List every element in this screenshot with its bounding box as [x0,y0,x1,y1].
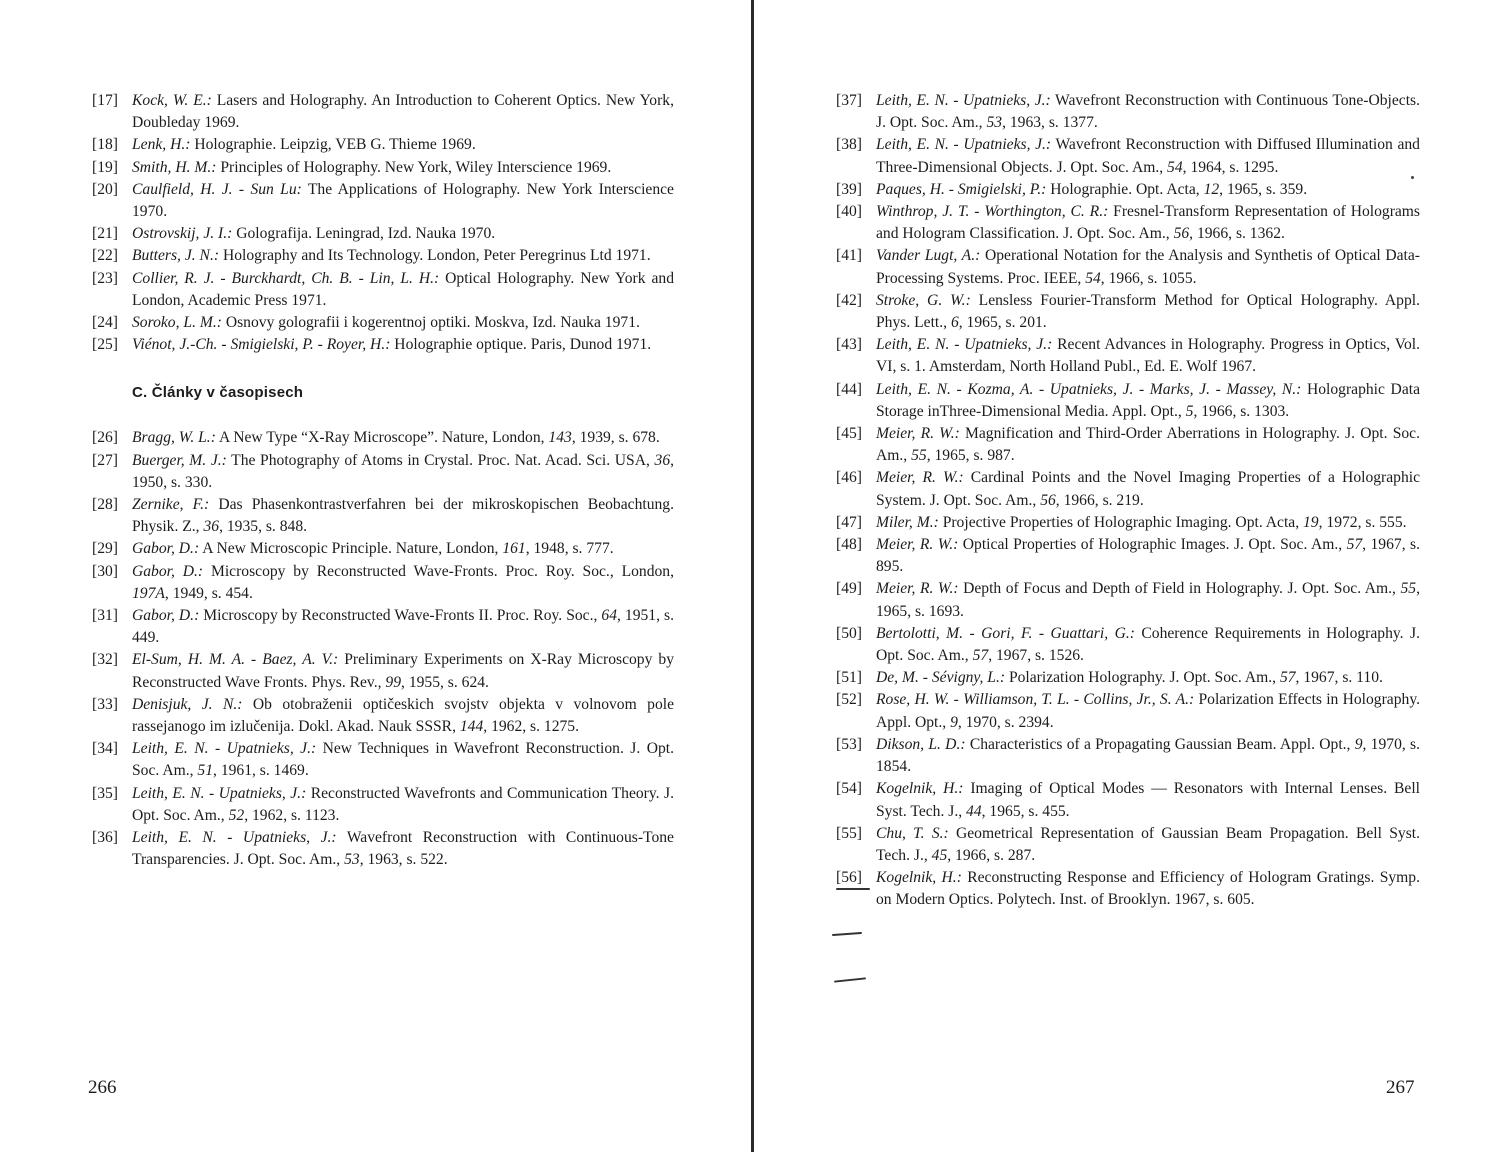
reference-volume: 53 [986,114,1003,132]
reference-authors: Winthrop, J. T. - Worthington, C. R.: [876,203,1109,221]
reference-title: Lensless Fourier-Transform Method for Optical Holography. Appl. Phys. Lett., [876,291,1420,332]
reference-authors: Kogelnik, H.: [876,780,964,798]
reference-text [876,778,1420,822]
reference-title: Polarization Holography. J. Opt. Soc. Am., [1005,669,1280,687]
reference-title: A New Type “X-Ray Microscope”. Nature, London, [215,429,549,447]
reference-title: Principles of Holography. New York, Wiley Interscience 1969. [216,158,612,176]
reference-volume: 51 [197,762,214,780]
reference-entry [836,512,1420,534]
reference-authors: Chu, T. S.: [876,824,949,842]
reference-text [876,90,1420,134]
reference-text [876,689,1420,733]
reference-title: Geometrical Representation of Gaussian Beam Propagation. Bell Syst. Tech. J., [876,824,1420,864]
reference-volume: 19 [1303,513,1319,531]
reference-number: [49] [836,580,862,598]
reference-pages: , 1955, s. 624. [401,673,489,691]
reference-authors: Butters, J. N.: [132,247,220,265]
reference-volume: 45 [931,846,948,864]
pencil-mark [834,977,866,982]
reference-number: [45] [836,425,862,443]
reference-title: Recent Advances in Holography. Progress in Optics, Vol. VI, s. 1. Amsterdam, North Holland Publ., Ed. E. Wolf 1967. [876,336,1420,376]
reference-authors: Bertolotti, M. - Gori, F. - Guattari, G.: [876,624,1135,642]
reference-authors: Kogelnik, H.: [876,869,962,887]
reference-number: [55] [836,824,862,842]
reference-text [132,245,674,267]
reference-entry [836,467,1420,511]
reference-entry [836,290,1420,334]
reference-number: [28] [92,496,118,514]
reference-pages: , 1939, s. 678. [571,429,660,447]
reference-entry [92,738,674,782]
reference-text [876,823,1420,867]
page-number-right: 267 [1386,1077,1415,1098]
reference-title: The Photography of Atoms in Crystal. Proc. Nat. Acad. Sci. USA, [226,451,655,469]
reference-number: [23] [92,269,118,287]
reference-pages: , 1950, s. 330. [132,451,675,491]
reference-pages: , 1965, s. 987. [926,447,1015,465]
reference-text [876,201,1420,245]
reference-number: [33] [92,695,118,713]
reference-number: [24] [92,314,118,332]
reference-title: Fresnel-Transform Representation of Holograms and Hologram Classification. J. Opt. Soc. Am., [876,203,1421,243]
reference-authors: Dikson, L. D.: [876,735,966,753]
reference-text [132,649,674,693]
reference-authors: Stroke, G. W.: [876,291,971,309]
reference-authors: Soroko, L. M.: [132,314,222,332]
reference-entry [92,649,674,693]
reference-volume: 56 [1040,491,1056,509]
reference-entry [836,867,1420,911]
reference-entry [836,245,1420,289]
reference-entry [836,90,1420,134]
reference-number: [48] [836,536,862,554]
reference-text [876,379,1420,423]
reference-volume: 54 [1167,158,1183,176]
reference-pages: , 1966, s. 1303. [1193,402,1290,420]
reference-title: Golografija. Leningrad, Izd. Nauka 1970. [232,225,496,243]
reference-pages: , 1967, s. 1526. [988,647,1084,665]
reference-authors: Zernike, F.: [132,496,210,514]
reference-authors: Leith, E. N. - Upatnieks, J.: [876,136,1052,154]
page-number-left: 266 [88,1077,117,1098]
reference-pages: , 1963, s. 522. [359,851,448,869]
reference-text [876,423,1420,467]
reference-text [876,179,1420,201]
reference-number: [44] [836,380,862,398]
reference-entry [92,694,674,738]
reference-authors: Kock, W. E.: [132,92,212,109]
reference-entry [836,134,1420,178]
reference-entry [92,223,674,245]
reference-number: [42] [836,291,862,309]
reference-text [132,90,674,134]
reference-number: [27] [92,451,118,469]
reference-authors: De, M. - Sévigny, L.: [876,669,1006,687]
reference-volume: 143 [548,429,572,447]
reference-text [132,538,674,560]
reference-entry [836,201,1420,245]
reference-volume: 57 [972,647,989,665]
reference-number: [29] [92,540,118,558]
reference-authors: Ostrovskij, J. I.: [132,225,233,243]
reference-text [132,783,674,827]
reference-authors: Leith, E. N. - Upatnieks, J.: [132,784,307,802]
reference-entry [836,623,1420,667]
reference-title: Preliminary Experiments on X-Ray Microscopy by Reconstructed Wave Fronts. Phys. Rev., [132,651,674,691]
reference-title: A New Microscopic Principle. Nature, London, [199,540,503,558]
reference-number: [40] [836,203,862,221]
reference-title: Characteristics of a Propagating Gaussian Beam. Appl. Opt., [965,735,1355,753]
book-gutter [751,0,754,1152]
reference-title: The Applications of Holography. New York Interscience 1970. [132,180,674,221]
reference-pages: , 1972, s. 555. [1318,513,1407,531]
reference-pages: , 1948, s. 777. [525,540,614,558]
reference-entry [92,90,674,134]
reference-number: [19] [92,158,118,176]
reference-number: [32] [92,651,118,669]
pencil-mark [836,888,870,890]
reference-number: [46] [836,469,862,487]
reference-text [876,467,1420,511]
reference-text [132,694,674,738]
reference-title: Imaging of Optical Modes — Resonators with Internal Lenses. Bell Syst. Tech. J., [876,780,1420,820]
reference-volume: 12 [1203,180,1220,198]
section-heading: C. Články v časopisech [132,384,304,402]
reference-title: Holographie. Opt. Acta, [1046,180,1204,198]
reference-pages: , 1967, s. 895. [876,536,1420,576]
reference-title: Microscopy by Reconstructed Wave-Fronts. Proc. Roy. Soc., London, [203,562,674,580]
reference-volume: 99 [385,673,402,691]
reference-entry [836,734,1420,778]
reference-pages: , 1962, s. 1275. [483,718,579,736]
reference-volume: 5 [1185,402,1194,420]
reference-list-right [836,90,1420,912]
reference-authors: Gabor, D.: [132,540,200,558]
reference-number: [21] [92,225,118,243]
reference-number: [52] [836,691,862,709]
reference-number: [43] [836,336,862,354]
reference-entry [836,578,1420,622]
reference-volume: 55 [1400,580,1417,598]
reference-entry [836,823,1420,867]
reference-text [876,867,1420,911]
reference-volume: 9 [1354,735,1363,753]
reference-authors: Bragg, W. L.: [132,429,216,447]
reference-title: Lasers and Holography. An Introduction to Coherent Optics. New York, Doubleday 1969. [132,92,674,132]
reference-pages: , 1935, s. 848. [219,518,308,536]
reference-pages: , 1966, s. 1055. [1100,269,1197,287]
reference-title: Optical Holography. New York and London, Academic Press 1971. [132,269,674,309]
reference-pages: , 1966, s. 219. [1055,491,1144,509]
reference-text [876,290,1420,334]
reference-authors: Rose, H. W. - Williamson, T. L. - Collins, Jr., S. A.: [876,691,1195,709]
reference-pages: , 1961, s. 1469. [213,762,309,780]
reference-title: Polarization Effects in Holography. Appl. Opt., [876,691,1420,731]
reference-title: New Techniques in Wavefront Reconstruction. J. Opt. Soc. Am., [132,740,674,780]
reference-title: Wavefront Reconstruction with Continuous Tone-Objects. J. Opt. Soc. Am., [876,92,1420,132]
reference-number: [37] [836,92,862,109]
reference-number: [50] [836,624,862,642]
reference-volume: 9 [950,713,958,731]
reference-entry [92,427,674,449]
reference-text [132,334,674,356]
reference-title: Wavefront Reconstruction with Diffused Illumination and Three-Dimensional Objects. J. Opt. Soc. Am., [876,136,1420,176]
reference-pages: , 1966, s. 1362. [1189,225,1285,243]
reference-authors: Buerger, M. J.: [132,451,227,469]
reference-pages: , 1967, s. 110. [1295,669,1383,687]
reference-list-left [92,90,674,872]
right-page [756,0,1506,1152]
reference-authors: Collier, R. J. - Burckhardt, Ch. B. - Lin, L. H.: [132,269,440,287]
reference-text [876,134,1420,178]
reference-title: Reconstructed Wavefronts and Communication Theory. J. Opt. Soc. Am., [132,784,674,824]
reference-number: [22] [92,247,118,265]
reference-entry [92,179,674,223]
reference-number: [17] [92,92,118,109]
reference-text [132,738,674,782]
reference-text [132,494,674,538]
reference-entry [92,245,674,267]
reference-entry [92,334,674,356]
reference-authors: Leith, E. N. - Upatnieks, J.: [876,92,1051,109]
reference-title: Magnification and Third-Order Aberrations in Holography. J. Opt. Soc. Am., [876,425,1420,465]
reference-title: Holography and Its Technology. London, Peter Peregrinus Ltd 1971. [219,247,651,265]
reference-entry [92,561,674,605]
reference-pages: , 1970, s. 2394. [957,713,1054,731]
reference-entry [92,134,674,156]
reference-number: [39] [836,180,862,198]
reference-title: Reconstructing Response and Efficiency of Hologram Gratings. Symp. on Modern Optics. Polytech. Inst. of Brooklyn. 1967, s. 605. [876,869,1420,909]
reference-text [876,578,1420,622]
reference-number: [31] [92,607,118,625]
reference-authors: Paques, H. - Smigielski, P.: [876,180,1047,198]
reference-text [132,179,674,223]
reference-number: [41] [836,247,862,265]
reference-authors: Meier, R. W.: [876,536,959,554]
reference-number: [30] [92,562,118,580]
reference-authors: Meier, R. W.: [876,580,959,598]
reference-volume: 197A [132,584,165,602]
reference-text [876,734,1420,778]
reference-pages: , 1951, s. 449. [132,607,674,647]
reference-text [876,623,1420,667]
reference-volume: 36 [654,451,671,469]
reference-pages: , 1965, s. 359. [1219,180,1308,198]
reference-authors: El-Sum, H. M. A. - Baez, A. V.: [132,651,339,669]
reference-number: [53] [836,735,862,753]
reference-text [132,223,674,245]
reference-title: Coherence Requirements in Holography. J. Opt. Soc. Am., [876,624,1420,665]
reference-entry [92,538,674,560]
reference-title: Holographic Data Storage inThree-Dimensional Media. Appl. Opt., [876,380,1420,420]
reference-volume: 55 [911,447,927,465]
reference-entry [92,450,674,494]
reference-pages: , 1965, s. 455. [981,802,1070,820]
reference-pages: , 1964, s. 1295. [1182,158,1279,176]
reference-entry [92,605,674,649]
reference-entry [836,667,1420,689]
reference-title: Holographie. Leipzig, VEB G. Thieme 1969. [190,136,476,154]
reference-authors: Miler, M.: [876,513,939,531]
reference-entry [836,379,1420,423]
reference-entry [92,157,674,179]
reference-entry [836,334,1420,378]
reference-authors: Leith, E. N. - Upatnieks, J.: [876,336,1053,354]
reference-authors: Viénot, J.-Ch. - Smigielski, P. - Royer, H.: [132,336,391,354]
reference-entry [836,689,1420,733]
reference-pages: , 1949, s. 454. [164,584,253,602]
reference-entry [92,312,674,334]
reference-pages: , 1965, s. 1693. [876,580,1420,620]
reference-text [132,427,674,449]
reference-entry [92,268,674,312]
reference-title: Wavefront Reconstruction with Continuous-Tone Transparencies. J. Opt. Soc. Am., [132,829,674,869]
reference-text [132,561,674,605]
reference-title: Cardinal Points and the Novel Imaging Properties of a Holographic System. J. Opt. Soc. Am., [876,469,1421,509]
reference-number: [18] [92,136,118,154]
reference-volume: 161 [502,540,526,558]
reference-authors: Smith, H. M.: [132,158,217,176]
reference-text [132,312,674,334]
reference-entry [92,827,674,871]
reference-volume: 144 [459,718,484,736]
reference-text [876,534,1420,578]
reference-number: [38] [836,136,862,154]
reference-number: [51] [836,669,862,687]
reference-entry [836,778,1420,822]
reference-text [876,667,1420,689]
reference-authors: Vander Lugt, A.: [876,247,981,265]
reference-title: Microscopy by Reconstructed Wave-Fronts II. Proc. Roy. Soc., [199,607,602,625]
reference-title: Das Phasenkontrastverfahren bei der mikroskopischen Beobachtung. Physik. Z., [132,496,674,536]
reference-number: [26] [92,429,118,447]
reference-text [132,134,674,156]
reference-text [876,512,1420,534]
reference-volume: 56 [1173,225,1190,243]
reference-authors: Gabor, D.: [132,562,204,580]
reference-authors: Leith, E. N. - Upatnieks, J.: [132,740,317,758]
reference-text [132,827,674,871]
speck [1411,176,1414,179]
reference-volume: 6 [950,314,959,332]
reference-title: Operational Notation for the Analysis and Synthetis of Optical Data-Processing Systems. Proc. IEEE, [876,247,1420,287]
reference-volume: 36 [203,518,220,536]
reference-title: Holographie optique. Paris, Dunod 1971. [390,336,652,354]
reference-volume: 57 [1279,669,1296,687]
reference-entry [836,423,1420,467]
reference-authors: Lenk, H.: [132,136,191,154]
reference-volume: 64 [601,607,617,625]
reference-title: Depth of Focus and Depth of Field in Holography. J. Opt. Soc. Am., [958,580,1401,598]
reference-pages: , 1965, s. 201. [958,314,1047,332]
reference-number: [20] [92,180,118,198]
reference-authors: Leith, E. N. - Kozma, A. - Upatnieks, J. - Marks, J. - Massey, N.: [876,380,1302,398]
reference-pages: , 1963, s. 1377. [1002,114,1098,132]
reference-entry [836,534,1420,578]
reference-title: Projective Properties of Holographic Imaging. Opt. Acta, [938,513,1303,531]
reference-text [132,268,674,312]
reference-text [876,245,1420,289]
pencil-mark [832,932,862,936]
reference-pages: , 1962, s. 1123. [244,806,340,824]
reference-text [132,450,674,494]
reference-entry [92,494,674,538]
reference-title: Osnovy golografii i kogerentnoj optiki. Moskva, Izd. Nauka 1971. [221,314,640,332]
reference-number: [25] [92,336,118,354]
reference-entry [92,783,674,827]
reference-volume: 52 [228,806,245,824]
reference-pages: , 1966, s. 287. [947,846,1036,864]
reference-number: [34] [92,740,118,758]
reference-authors: Leith, E. N. - Upatnieks, J.: [132,829,337,847]
reference-authors: Denisjuk, J. N.: [132,695,243,713]
reference-number: [47] [836,513,862,531]
reference-authors: Caulfield, H. J. - Sun Lu: [132,180,302,198]
reference-volume: 54 [1085,269,1101,287]
reference-authors: Meier, R. W.: [876,469,964,487]
reference-number: [35] [92,784,118,802]
reference-authors: Gabor, D.: [132,607,200,625]
reference-text [132,605,674,649]
left-page [0,0,752,1152]
reference-entry [836,179,1420,201]
reference-text [876,334,1420,378]
reference-text [132,157,674,179]
reference-volume: 53 [344,851,360,869]
reference-title: Optical Properties of Holographic Images. J. Opt. Soc. Am., [958,536,1347,554]
reference-number: [54] [836,780,862,798]
reference-pages: , 1970, s. 1854. [876,735,1420,776]
reference-number: [36] [92,829,118,847]
reference-volume: 57 [1346,536,1363,554]
reference-title: Ob otobraženii optičeskich svojstv objekta v volnovom pole rassejanogo im izlučenija. Dokl. Akad. Nauk SSSR, [132,695,674,736]
reference-authors: Meier, R. W.: [876,425,960,443]
reference-volume: 44 [966,802,982,820]
reference-number: [56] [836,869,862,887]
